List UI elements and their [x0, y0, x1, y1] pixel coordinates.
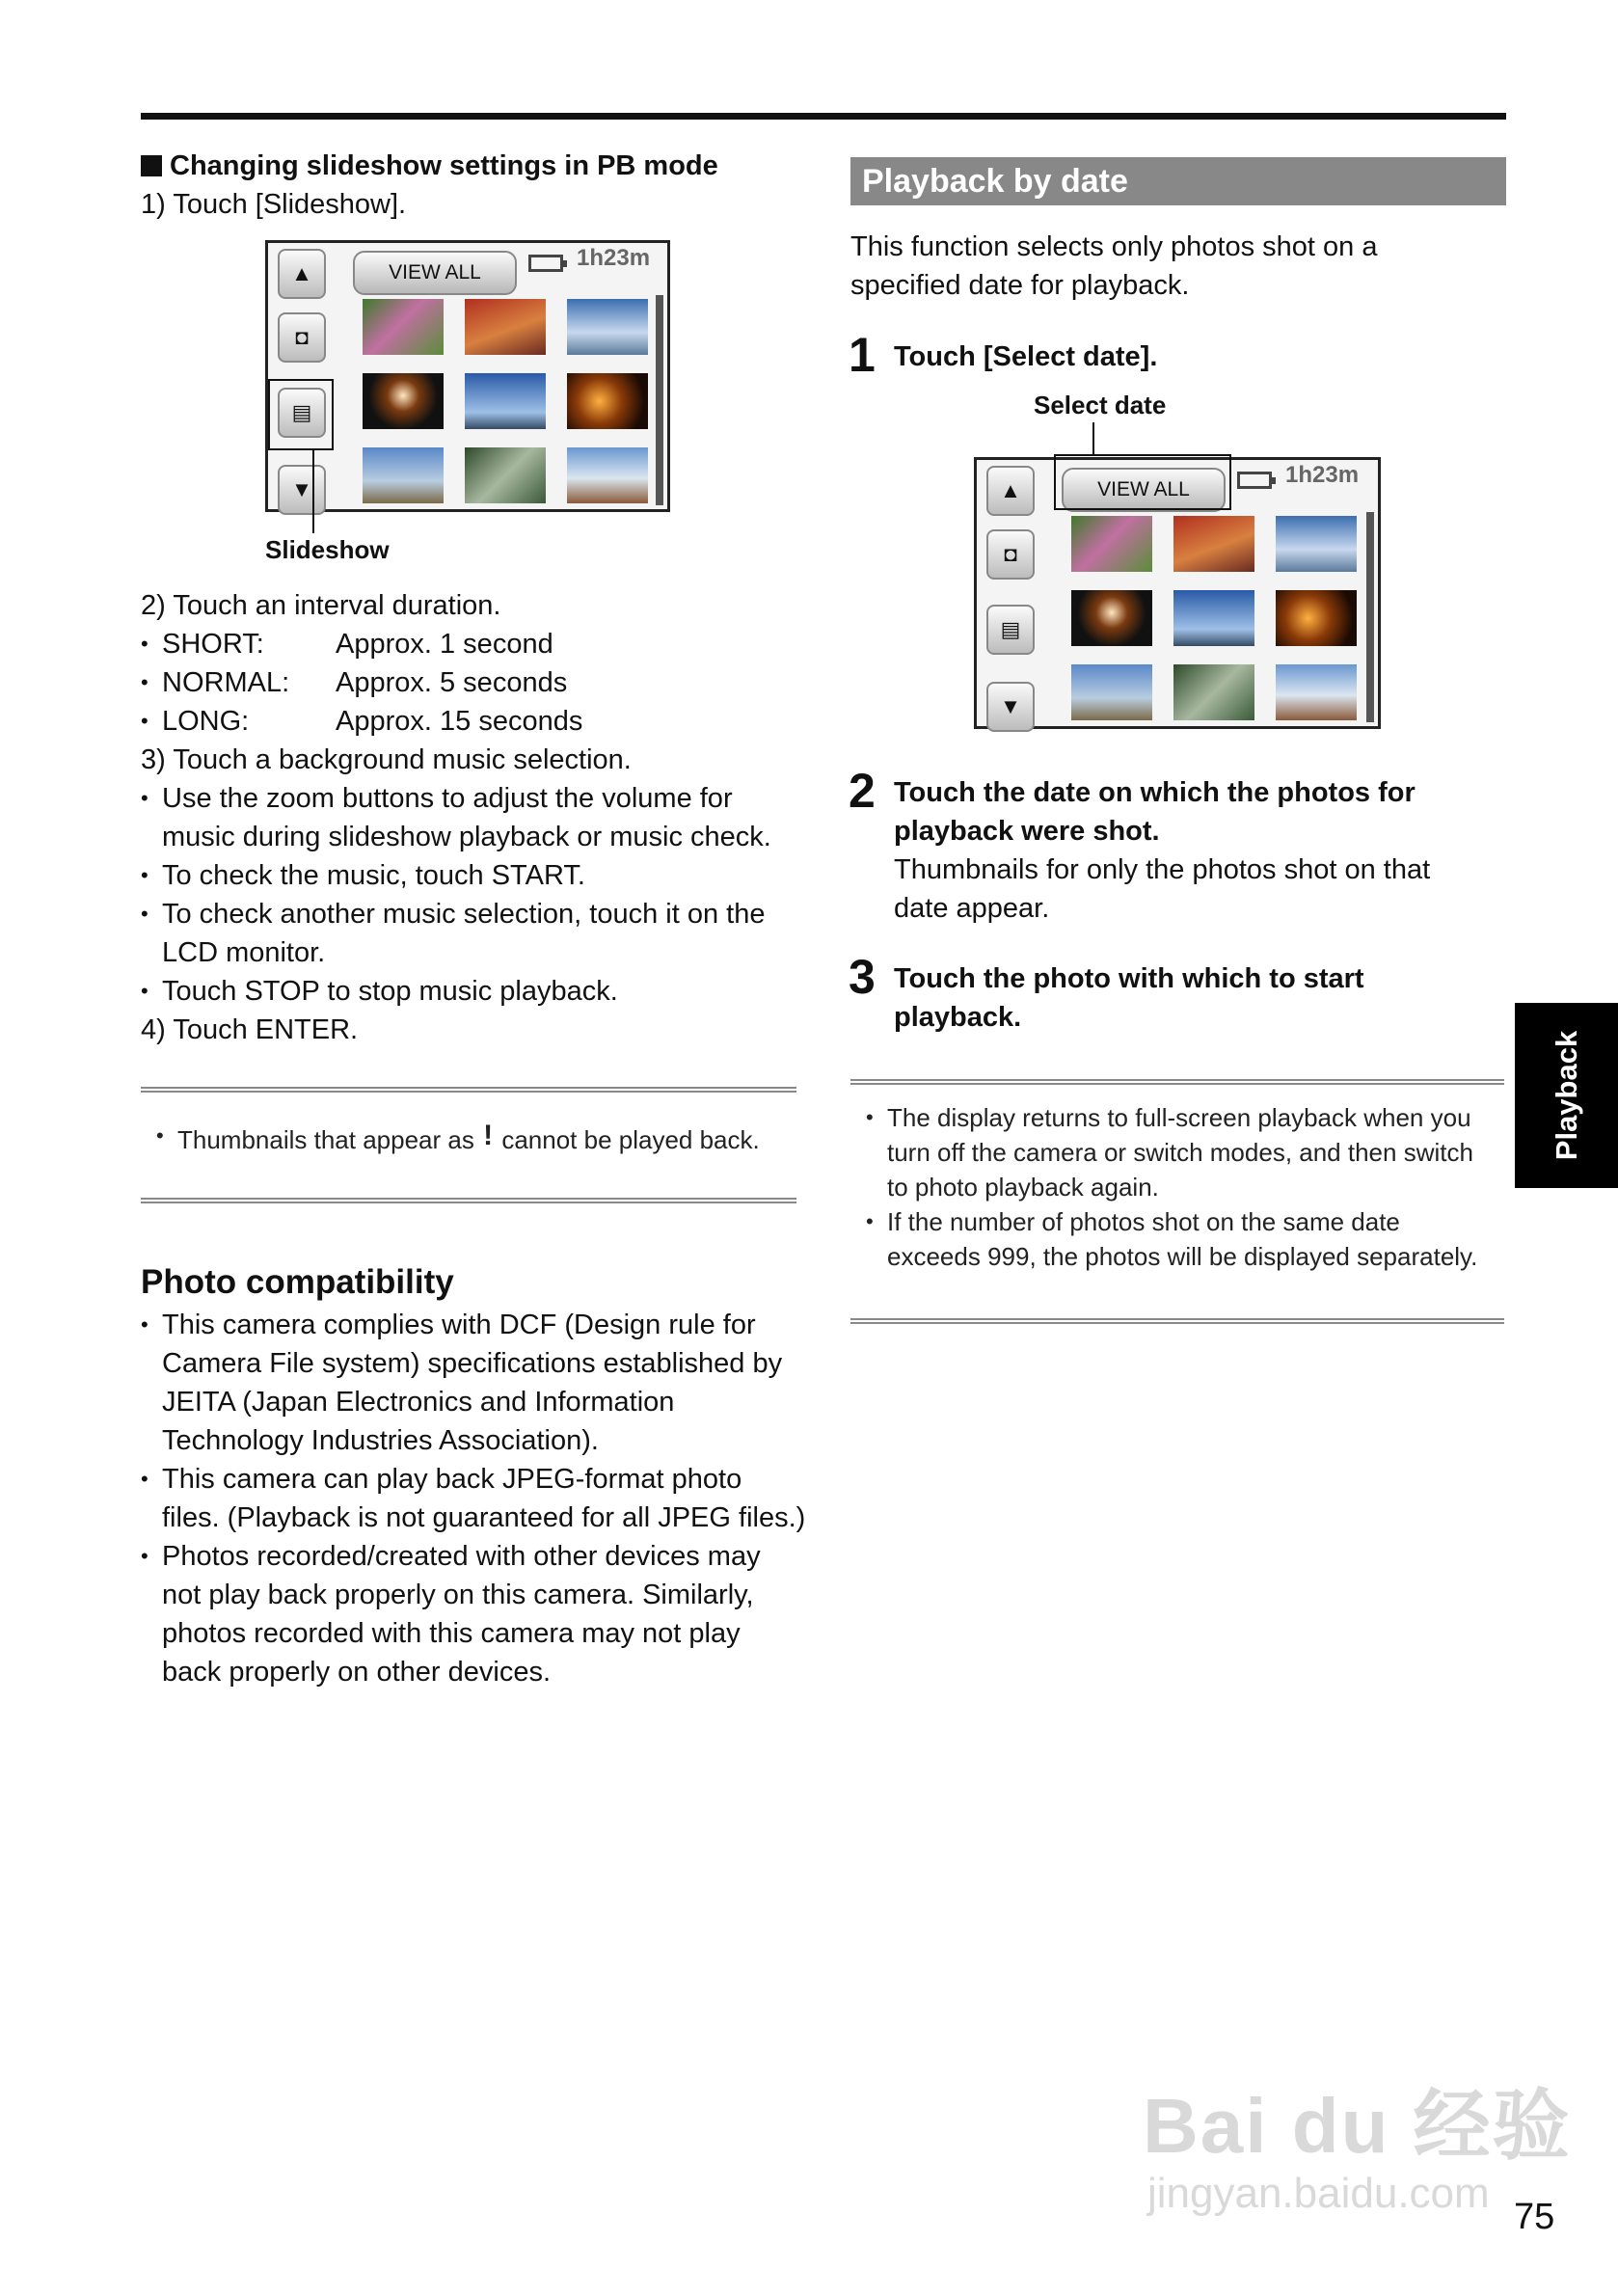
battery-icon	[528, 255, 563, 272]
step-2-block	[894, 773, 1492, 928]
camera-icon: ◘	[295, 325, 309, 349]
photo-compatibility-title: Photo compatibility	[141, 1263, 454, 1301]
step-3-instruction: Touch the photo with which to start playback.	[894, 963, 1364, 1033]
photo-thumbnail[interactable]	[465, 373, 546, 429]
camera-mode-button[interactable]	[278, 312, 326, 363]
photo-thumbnail[interactable]	[1071, 590, 1152, 646]
baidu-watermark-url: jingyan.baidu.com	[1147, 2170, 1490, 2217]
camera-mode-button[interactable]	[986, 529, 1035, 580]
playback-side-tab: Playback	[1515, 1003, 1618, 1188]
photo-thumbnail[interactable]	[363, 447, 444, 503]
battery-icon	[1237, 472, 1272, 489]
step-2-text: 2) Touch an interval duration.	[141, 590, 501, 621]
interval-item: • LONG: Approx. 15 seconds	[141, 702, 796, 741]
photo-thumbnail[interactable]	[363, 373, 444, 429]
step-3-number: 3	[849, 950, 876, 1004]
step-1-number: 1	[849, 328, 876, 382]
slideshow-settings-heading: Changing slideshow settings in PB mode	[141, 147, 718, 185]
compat-bullet: • This camera can play back JPEG-format photo files. (Playback is not guaranteed for all JPEG files.)	[141, 1460, 806, 1537]
music-bullet: • Touch STOP to stop music playback.	[141, 972, 796, 1011]
callout-line	[312, 450, 314, 533]
note-top-rule	[141, 1087, 796, 1093]
interval-section	[141, 586, 796, 1049]
interval-item: • NORMAL: Approx. 5 seconds	[141, 663, 796, 702]
step-1-text: 1) Touch [Slideshow].	[141, 189, 407, 220]
interval-item: • SHORT: Approx. 1 second	[141, 625, 796, 663]
photo-thumbnail[interactable]	[567, 299, 648, 355]
photo-thumbnail[interactable]	[1071, 664, 1152, 720]
step-2-number: 2	[849, 764, 876, 818]
view-all-button[interactable]: VIEW ALL	[353, 251, 517, 295]
slideshow-callout-label: Slideshow	[265, 535, 390, 564]
slideshow-icon: ▤	[291, 400, 312, 424]
photo-thumbnail[interactable]	[1173, 516, 1254, 572]
step-2-detail: Thumbnails for only the photos shot on that date appear.	[894, 854, 1431, 924]
select-date-button[interactable]: VIEW ALL	[1062, 468, 1226, 512]
photo-thumbnail[interactable]	[1276, 664, 1357, 720]
photo-thumbnail[interactable]	[1173, 590, 1254, 646]
photo-thumbnail[interactable]	[363, 299, 444, 355]
slideshow-button[interactable]	[986, 605, 1035, 655]
note-bullet: • If the number of photos shot on the same date exceeds 999, the photos will be displayed separately.	[866, 1204, 1483, 1274]
step-3-text: 3) Touch a background music selection.	[141, 744, 632, 775]
compat-bullet: • Photos recorded/created with other devices may not play back properly on this camera. Similarly, photos recorded with this camera may not play back properly on other devices.	[141, 1537, 806, 1691]
photo-thumbnail[interactable]	[567, 373, 648, 429]
section-intro: This function selects only photos shot on a specified date for playback.	[850, 231, 1378, 301]
scroll-down-button[interactable]: ▼	[278, 465, 326, 515]
photo-thumbnail[interactable]	[1276, 516, 1357, 572]
section-title-bar: Playback by date	[850, 157, 1506, 205]
compat-list	[141, 1306, 806, 1691]
step-4-text: 4) Touch ENTER.	[141, 1014, 359, 1045]
photo-thumbnail[interactable]	[1071, 516, 1152, 572]
lcd-screen-slideshow	[265, 240, 670, 512]
warning-exclamation-icon: !	[483, 1120, 494, 1151]
music-bullet: • To check another music selection, touch it on the LCD monitor.	[141, 895, 796, 972]
select-date-callout-label: Select date	[1034, 391, 1167, 419]
page-number: 75	[1514, 2197, 1555, 2237]
step-2-instruction: Touch the date on which the photos for playback were shot.	[894, 777, 1416, 847]
photo-thumbnail[interactable]	[465, 299, 546, 355]
select-date-highlight-frame	[1054, 454, 1231, 510]
scroll-up-button[interactable]: ▲	[278, 249, 326, 299]
note-bottom-rule	[141, 1198, 796, 1203]
note-bottom-rule	[850, 1318, 1504, 1324]
music-bullet: • Use the zoom buttons to adjust the volume for music during slideshow playback or music check.	[141, 779, 796, 856]
step-1-instruction: Touch [Select date].	[894, 341, 1158, 372]
callout-line	[1092, 422, 1094, 455]
square-bullet-icon	[141, 155, 162, 176]
slideshow-highlight-frame	[268, 379, 334, 450]
remaining-time: 1h23m	[1285, 462, 1360, 488]
note-bullet: • The display returns to full-screen playback when you turn off the camera or switch modes, and then switch to photo playback again.	[866, 1100, 1483, 1204]
scroll-up-button[interactable]: ▲	[986, 466, 1035, 516]
scrollbar[interactable]	[1366, 512, 1374, 722]
baidu-watermark-logo: Bai du 经验	[1143, 2083, 1572, 2169]
photo-thumbnail[interactable]	[1173, 664, 1254, 720]
photo-thumbnail[interactable]	[1276, 590, 1357, 646]
scroll-down-button[interactable]: ▼	[986, 682, 1035, 732]
photo-thumbnail[interactable]	[465, 447, 546, 503]
music-bullet: • To check the music, touch START.	[141, 856, 796, 895]
camera-icon: ◘	[1004, 542, 1017, 566]
playback-notes	[866, 1100, 1483, 1274]
remaining-time: 1h23m	[577, 245, 651, 271]
note-top-rule	[850, 1079, 1504, 1085]
scrollbar[interactable]	[656, 295, 663, 505]
thumbnail-note: • Thumbnails that appear as ! cannot be played back.	[156, 1119, 783, 1157]
top-rule	[141, 113, 1506, 120]
slideshow-icon: ▤	[1000, 617, 1021, 641]
photo-thumbnail[interactable]	[567, 447, 648, 503]
compat-bullet: • This camera complies with DCF (Design rule for Camera File system) specifications established by JEITA (Japan Electronics and Information Technology Industries Association).	[141, 1306, 806, 1460]
